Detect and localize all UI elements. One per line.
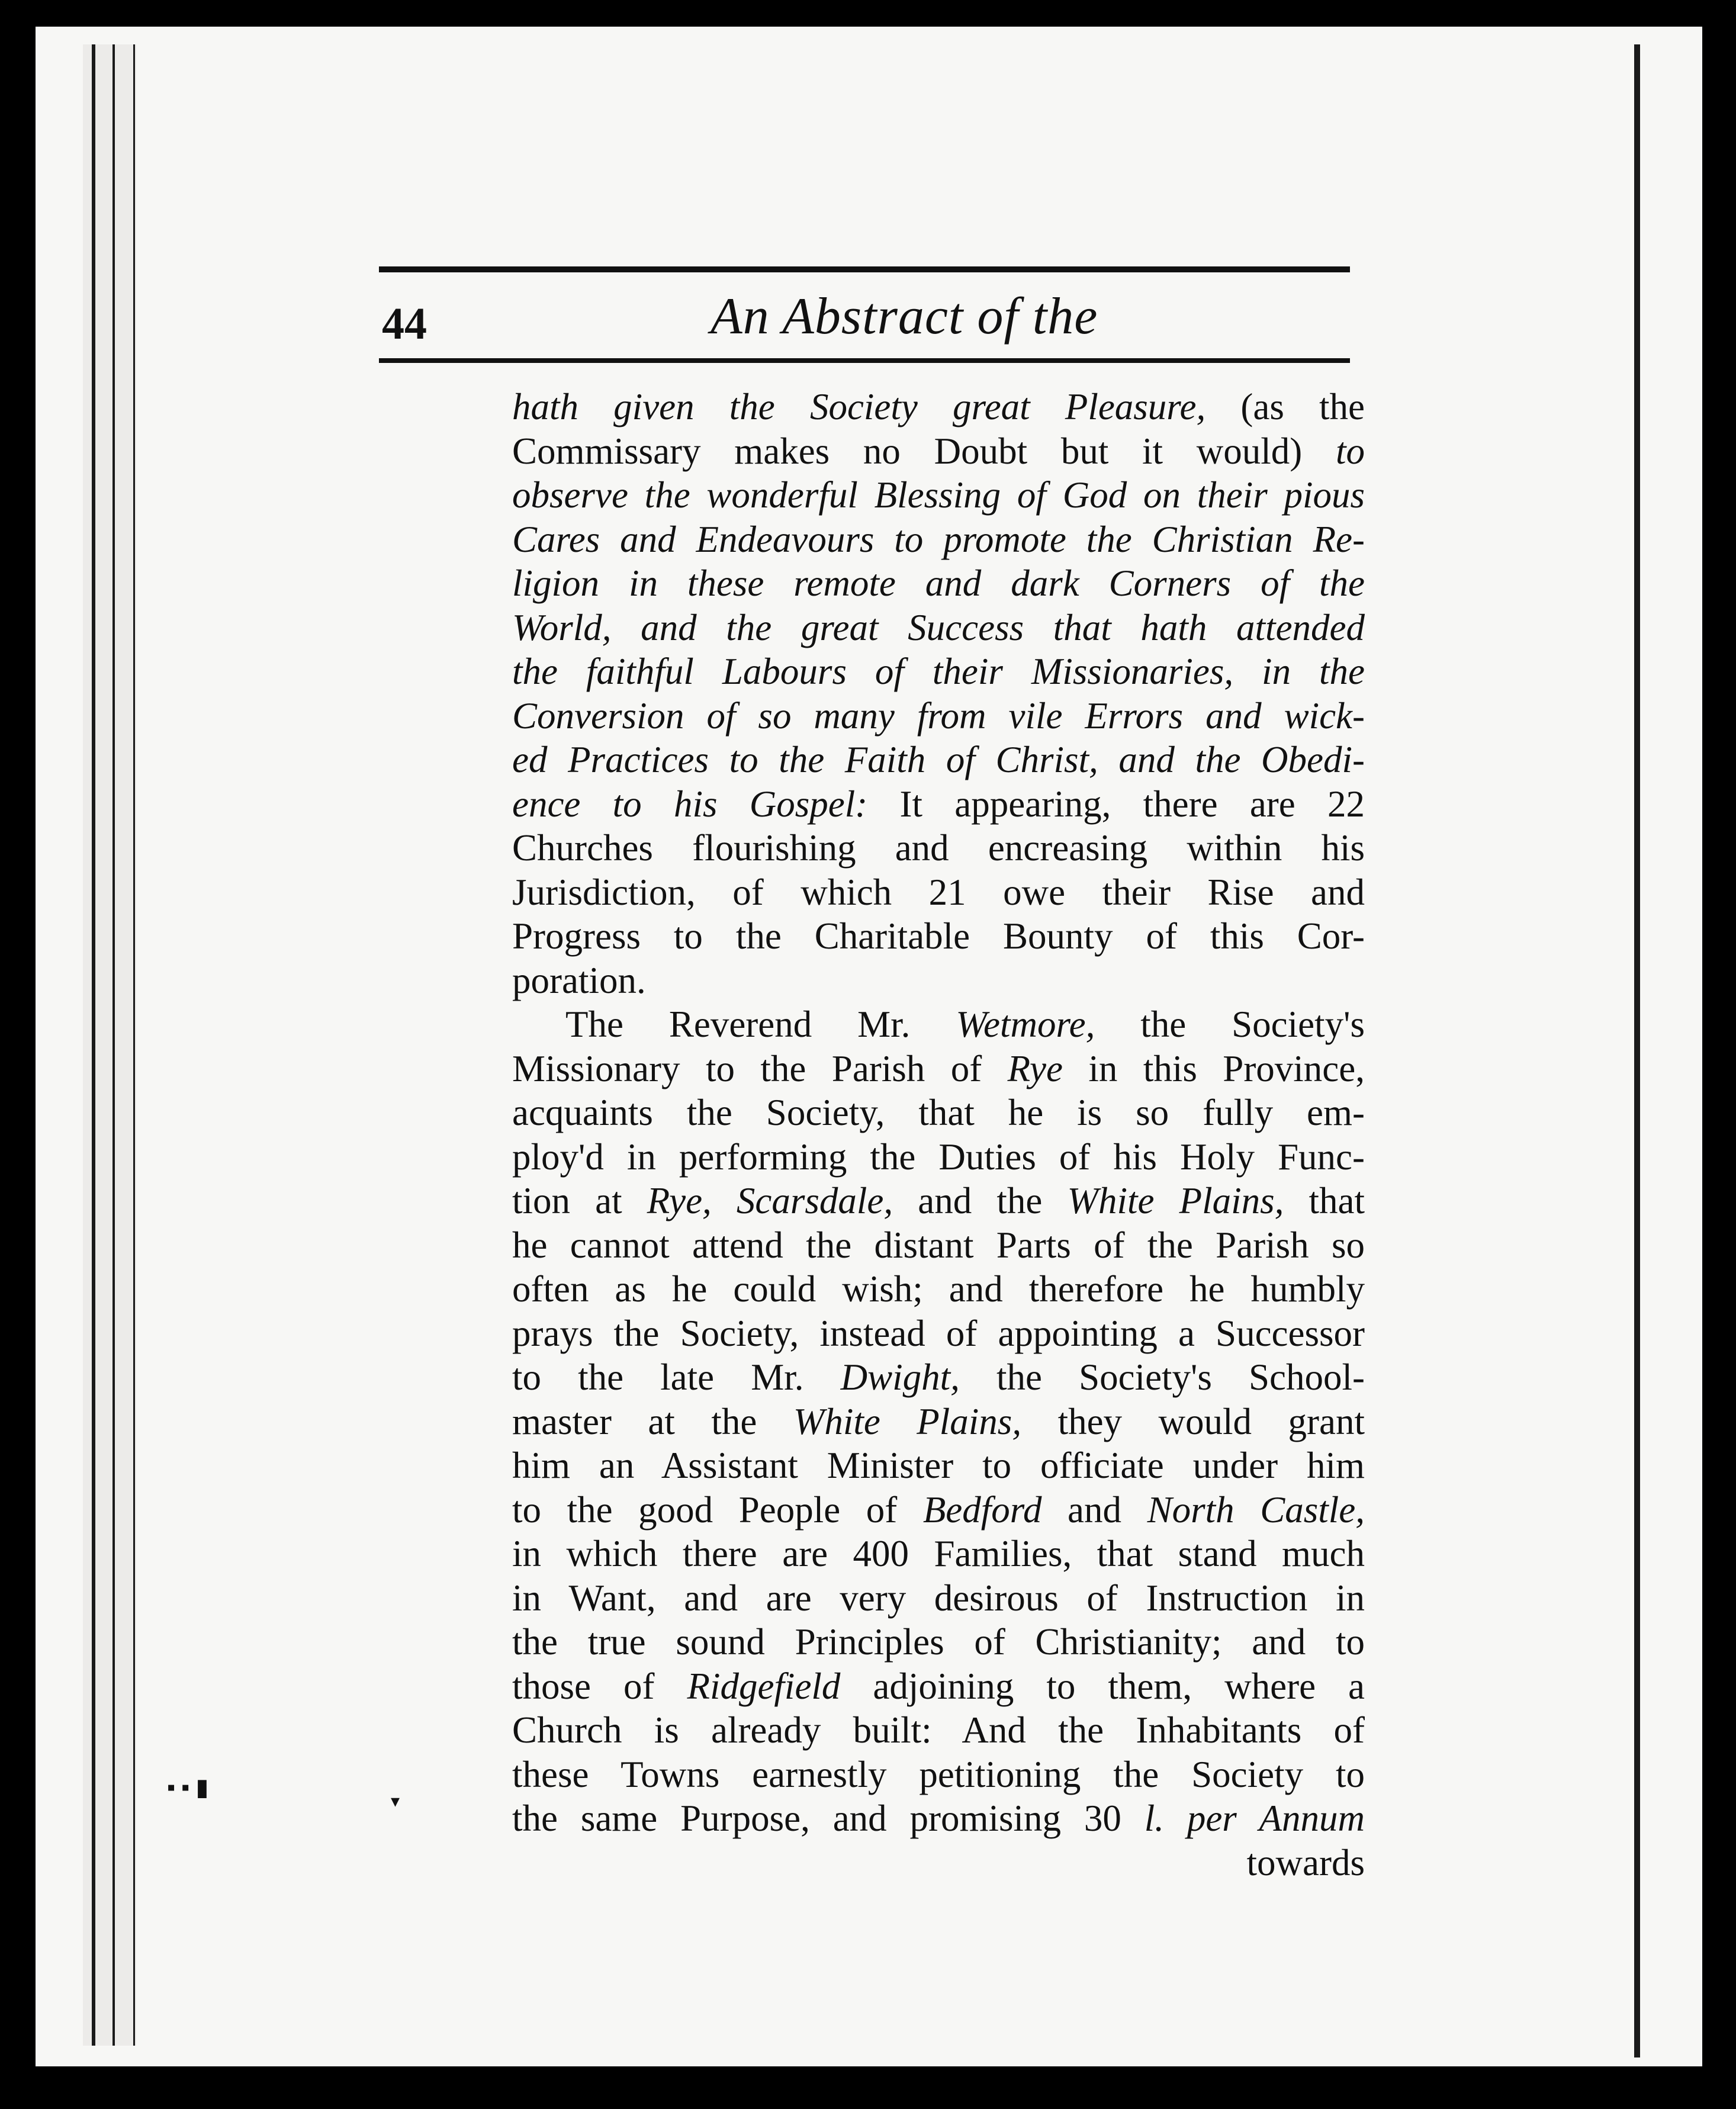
text-line	[512, 1664, 1365, 1709]
text-line	[512, 1179, 1365, 1223]
page-edge-left	[83, 44, 136, 2046]
roman-text: (as the	[1205, 386, 1365, 427]
text-line	[512, 1047, 1365, 1091]
italic-text: observe the wonderful Blessing of God on their pious	[512, 474, 1365, 516]
running-head	[379, 284, 1350, 349]
text-line	[512, 914, 1365, 959]
text-line	[512, 1841, 1365, 1885]
body-text	[512, 385, 1365, 1885]
text-line	[512, 826, 1365, 870]
roman-text: the Society's	[1095, 1004, 1365, 1045]
italic-text: ed Practices to the Faith of Christ, and the Obedi-	[512, 739, 1365, 780]
text-line	[512, 1708, 1365, 1753]
margin-marks: ▪ ▪ ▮	[167, 1774, 209, 1801]
text-line	[512, 561, 1365, 606]
italic-text: Conversion of so many from vile Errors and wick-	[512, 695, 1365, 737]
text-line	[512, 1135, 1365, 1179]
page-edge-line	[112, 44, 115, 2046]
text-line	[512, 1488, 1365, 1532]
roman-text: prays the Society, instead of appointing a Successor	[512, 1312, 1365, 1354]
text-line	[512, 870, 1365, 915]
roman-text: tion at	[512, 1180, 647, 1221]
text-line	[512, 650, 1365, 694]
roman-text: the true sound Principles of Christianity; and to	[512, 1621, 1365, 1663]
roman-text: The Reverend Mr.	[565, 1004, 956, 1045]
italic-text: Dwight,	[840, 1356, 960, 1398]
text-line	[512, 1576, 1365, 1621]
italic-text: the faithful Labours of their Missionaries, in the	[512, 651, 1365, 692]
italic-text: l. per Annum	[1144, 1798, 1365, 1839]
roman-text: adjoining to them, where a	[840, 1665, 1365, 1707]
running-title: An Abstract of the	[711, 288, 1098, 345]
italic-text: Rye	[1007, 1047, 1063, 1089]
roman-text: Progress to the Charitable Bounty of this Cor-	[512, 915, 1365, 957]
text-line	[512, 1532, 1365, 1576]
italic-text: to	[1335, 430, 1365, 472]
roman-text: acquaints the Society, that he is so fully em-	[512, 1092, 1365, 1133]
italic-text: hath given the Society great Pleasure,	[512, 386, 1206, 427]
header-rule-top	[379, 266, 1350, 272]
text-line	[512, 1753, 1365, 1797]
text-line	[512, 1091, 1365, 1135]
text-line	[512, 1311, 1365, 1356]
text-line	[512, 385, 1365, 429]
roman-text: poration.	[512, 959, 646, 1001]
roman-text: to the good People of	[512, 1488, 923, 1531]
italic-text: Rye, Scarsdale,	[647, 1180, 893, 1221]
roman-text: Churches flourishing and encreasing within his	[512, 827, 1365, 869]
italic-text: Cares and Endeavours to promote the Christian Re-	[512, 518, 1365, 560]
roman-text: Jurisdiction, of which 21 owe their Rise and	[512, 871, 1365, 913]
text-line	[512, 1400, 1365, 1444]
roman-text: Church is already built: And the Inhabitants of	[512, 1709, 1365, 1751]
text-line	[512, 1267, 1365, 1311]
text-line	[512, 1223, 1365, 1268]
roman-text: those of	[512, 1665, 687, 1707]
page-number: 44	[382, 299, 427, 349]
page-edge-line	[92, 44, 95, 2046]
italic-text: North Castle,	[1147, 1488, 1365, 1531]
italic-text: World, and the great Success that hath attended	[512, 606, 1365, 648]
italic-text: ligion in these remote and dark Corners of the	[512, 562, 1365, 604]
roman-text: in which there are 400 Families, that stand much	[512, 1533, 1365, 1574]
text-line	[512, 782, 1365, 827]
text-line	[512, 1443, 1365, 1488]
roman-text: and	[1041, 1488, 1147, 1531]
roman-text: these Towns earnestly petitioning the Society to	[512, 1753, 1365, 1795]
roman-text: Commissary makes no Doubt but it would)	[512, 430, 1336, 472]
italic-text: ence to his Gospel:	[512, 783, 868, 825]
roman-text: him an Assistant Minister to officiate under him	[512, 1445, 1365, 1486]
roman-text: to the late Mr.	[512, 1356, 841, 1398]
text-line	[512, 429, 1365, 474]
italic-text: White Plains,	[793, 1400, 1022, 1442]
text-line	[512, 959, 1365, 1003]
text-block	[379, 261, 1374, 1883]
text-line	[512, 473, 1365, 517]
facing-page-edge	[1634, 44, 1640, 2057]
text-line	[512, 1620, 1365, 1664]
roman-text: master at the	[512, 1400, 793, 1442]
text-line	[512, 606, 1365, 650]
text-line	[512, 1002, 1365, 1047]
roman-text: they would grant	[1021, 1400, 1365, 1442]
text-line	[512, 738, 1365, 782]
roman-text: often as he could wish; and therefore he humbly	[512, 1268, 1365, 1310]
header-rule-bottom	[379, 358, 1350, 363]
roman-text: that	[1284, 1180, 1365, 1221]
page-edge-line	[133, 44, 135, 2046]
margin-mark: ▾	[391, 1792, 400, 1811]
book-page	[36, 27, 1702, 2066]
text-line	[512, 694, 1365, 738]
text-line	[512, 1355, 1365, 1400]
roman-text: ploy'd in performing the Duties of his Holy Func-	[512, 1136, 1365, 1178]
roman-text: he cannot attend the distant Parts of the Parish so	[512, 1224, 1365, 1266]
italic-text: Wetmore,	[956, 1004, 1095, 1045]
roman-text: the Society's School-	[959, 1356, 1365, 1398]
roman-text: Missionary to the Parish of	[512, 1047, 1008, 1089]
roman-text: in Want, and are very desirous of Instruction in	[512, 1577, 1365, 1619]
roman-text: and the	[893, 1180, 1068, 1221]
roman-text: towards	[1246, 1841, 1365, 1883]
italic-text: Ridgefield	[687, 1665, 841, 1707]
text-line	[512, 1796, 1365, 1841]
roman-text: the same Purpose, and promising 30	[512, 1798, 1145, 1839]
italic-text: Bedford	[922, 1488, 1042, 1531]
text-line	[512, 517, 1365, 562]
italic-text: White Plains,	[1067, 1180, 1284, 1221]
roman-text: It appearing, there are 22	[867, 783, 1365, 825]
roman-text: in this Province,	[1062, 1047, 1365, 1089]
